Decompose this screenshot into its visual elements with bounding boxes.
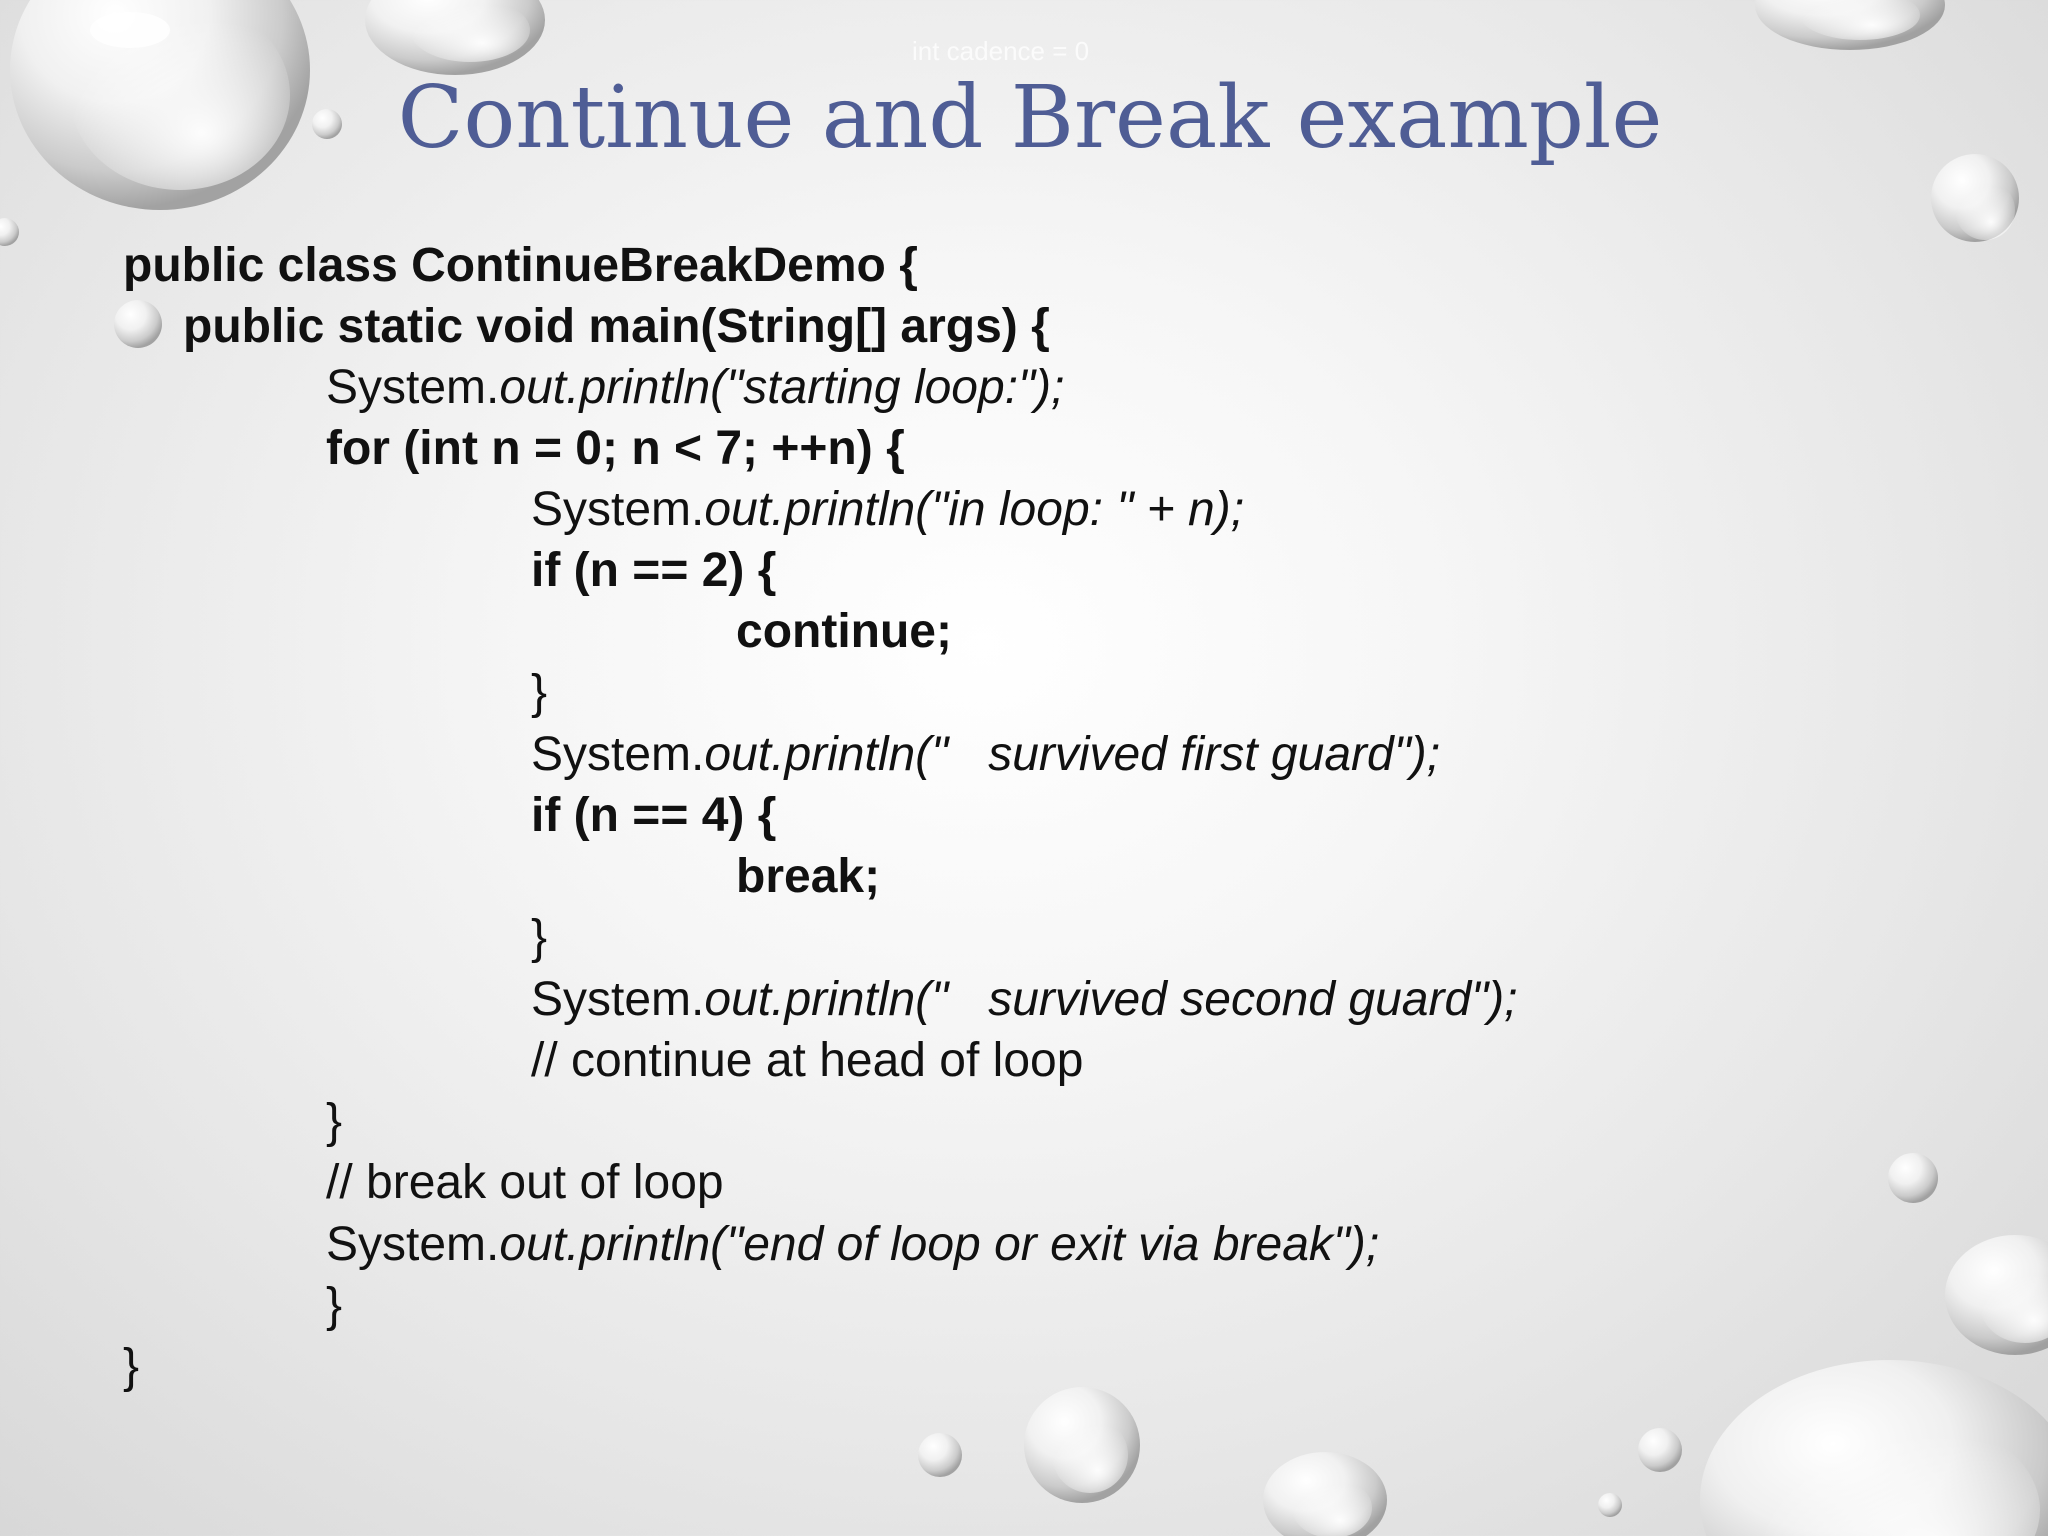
code-line: public static void main(String[] args) { (183, 300, 1050, 353)
code-text: System. (531, 728, 705, 781)
code-line: } (326, 1095, 343, 1148)
code-text-italic: out.println("end of loop or exit via break"); (499, 1218, 1380, 1271)
code-line (531, 972, 1518, 1028)
code-line: } (123, 1340, 140, 1393)
code-text: System. (531, 973, 705, 1026)
ghost-text: int cadence = 0 (912, 36, 1090, 66)
code-text-italic: out.println(" survived first guard"); (704, 728, 1441, 781)
code-line (531, 482, 1244, 538)
code-line: } (531, 911, 548, 964)
code-line: if (n == 2) { (531, 544, 777, 597)
code-line: continue; (736, 605, 952, 658)
code-line: // break out of loop (326, 1156, 724, 1209)
code-line: break; (736, 850, 881, 903)
code-line (326, 1217, 1379, 1273)
code-text: System. (531, 483, 705, 536)
code-line: } (326, 1279, 343, 1332)
code-text-italic: out.println(" survived second guard"); (704, 973, 1518, 1026)
code-line: } (531, 666, 548, 719)
code-line: if (n == 4) { (531, 789, 777, 842)
code-line (531, 727, 1440, 783)
slide-title: Continue and Break example (397, 68, 1663, 168)
code-line: public class ContinueBreakDemo { (123, 239, 918, 292)
code-line (326, 360, 1064, 416)
code-text-italic: out.println("in loop: " + n); (704, 483, 1245, 536)
code-text: System. (326, 1218, 500, 1271)
code-line: for (int n = 0; n < 7; ++n) { (326, 422, 905, 475)
code-text: System. (326, 361, 500, 414)
code-text-italic: out.println("starting loop:"); (499, 361, 1065, 414)
code-line: // continue at head of loop (531, 1034, 1084, 1087)
